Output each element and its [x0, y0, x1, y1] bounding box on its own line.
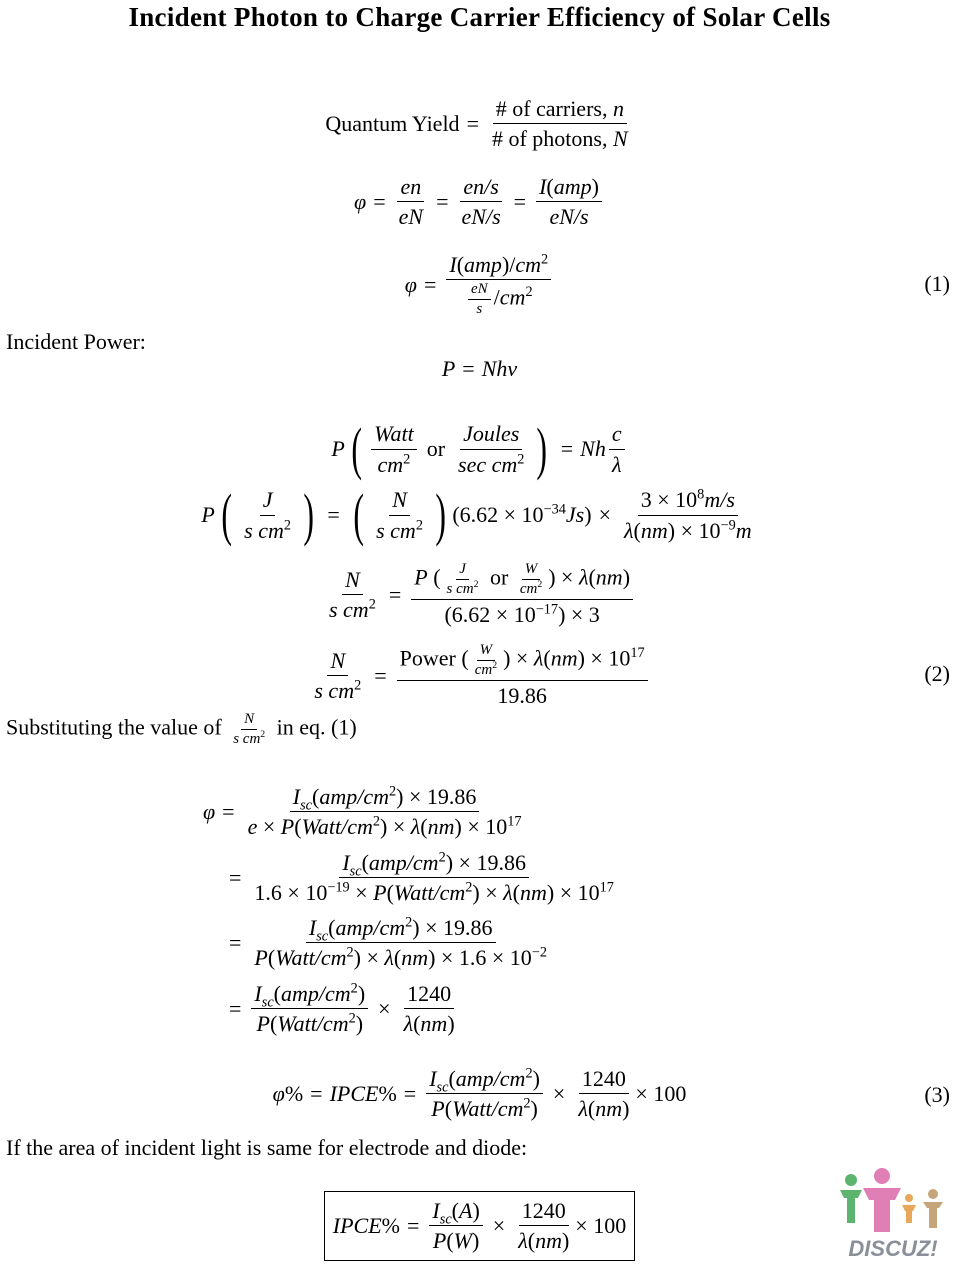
photons-label: # of photons, [491, 126, 608, 152]
discuz-logo [837, 1168, 949, 1260]
equation-1: φ = $I(amp)/cm^2$ $\frac{eN}{s}$ $/cm^2$ [0, 252, 959, 317]
derivation-line-3: = $\frac{I_{sc}(amp/cm^2) \times 19.86}{P(Watt/cm^2) \times \lambda(nm) \times 1.6 \times 10^{-2}}$ [229, 914, 548, 971]
equation-number-2: (2) [924, 661, 950, 686]
derivation-line-2: = $\frac{I_{sc}(amp/cm^2) \times 19.86}{1.6 \times 10^{-19} \times P(Watt/cm^2) \times \lambda(nm) \times 10^{17}}$ [229, 849, 614, 906]
incident-power-label: Incident Power: [6, 329, 146, 354]
carriers-label: # of carriers, [495, 96, 608, 121]
derivation-line-1: φ = $\frac{I_{sc}(amp/cm^2) \times 19.86}{e \times P(Watt/cm^2) \times \lambda(nm) \times 10^{17}}$ [203, 783, 522, 840]
page-title: Incident Photon to Charge Carrier Efficiency of Solar Cells [128, 2, 831, 32]
equation-quantum-yield: Quantum Yield = $\frac{\text{\# of carriers, n}}{\text{\# of photons, N}}$ [325, 96, 628, 152]
equation-photon-flux: $\frac{N}{s cm^2}$ = P ( $\frac{J}{s cm^2}$ or $\frac{W}{cm^2}$ ) × λ(nm) $(6.62 \times 10^{-17}) \times 3$ [0, 562, 959, 627]
equation-3: φ % = IPCE % = $\frac{I_{sc}(amp/cm^2)}{P(Watt/cm^2)}$ × $\frac{1240}{\lambda(nm)}$ × 100 [272, 1065, 687, 1122]
derivation-line-4: = $\frac{I_{sc}(amp/cm^2)}{P(Watt/cm^2)}$ × $\frac{1240}{\lambda(nm)}$ [229, 980, 455, 1037]
logo-text: DISCUZ! [848, 1236, 938, 1260]
equation-phi-ratio: φ = $\frac{en}{eN}$ = $\frac{en/s}{eN/s}$ = $\frac{\text{I(amp)}}{eN/s}$ [0, 174, 959, 230]
equation-2: $\frac{N}{s cm^2}$ = Power ( $\frac{W}{cm^2}$ ) × $\lambda(nm) \times 10^{17}$ 19.86 [0, 643, 959, 708]
area-note: If the area of incident light is same for electrode and diode: [6, 1135, 528, 1160]
equation-power-units: P ( $\frac{\text{Watt}}{cm^2}$ or $\frac{\text{Joules}}{\sec cm^2}$ ) = Nh $\frac{c}{\lambda}$ [0, 420, 959, 478]
quantum-yield-label: Quantum Yield [325, 110, 460, 136]
equation-number-1: (1) [924, 271, 950, 296]
equation-number-3: (3) [924, 1082, 950, 1107]
or-label: or [426, 436, 446, 461]
substitution-note: Substituting the value of $\frac{N}{s cm^2}$ in eq. (1) [6, 711, 357, 747]
equation-p-nhv: P = Nhν [441, 356, 518, 381]
boxed-final-equation: IPCE % = $\frac{I_{sc}(A)}{P(W)}$ × $\frac{1240}{\lambda(nm)}$ × 100 [0, 1191, 959, 1261]
people-icon [840, 1168, 943, 1232]
equation-power-constants: P ( $\frac{J}{s cm^2}$ ) = ( $\frac{N}{s cm^2}$ ) $(6.62 \times 10^{-34}Js)$ × $\frac{3 \times 10^8m/s}{\lambda(nm) \times 10^{-9}m}$ [201, 482, 752, 547]
